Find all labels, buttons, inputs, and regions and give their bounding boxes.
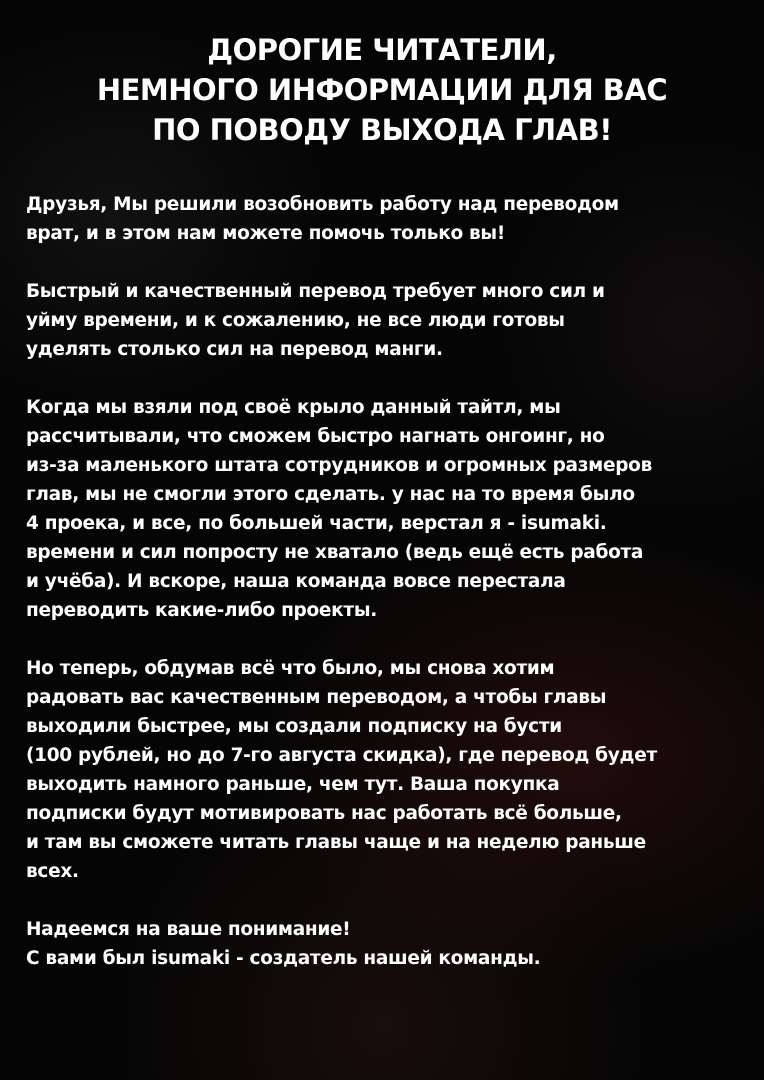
text-line: Друзья, Мы решили возобновить работу над переводом: [26, 194, 619, 215]
text-line: Когда мы взяли под своё крыло данный тайтл, мы: [26, 397, 561, 418]
text-line: Но теперь, обдумав всё что было, мы снова хотим: [26, 658, 555, 679]
text-line: и там вы сможете читать главы чаще и на неделю раньше: [26, 832, 646, 853]
text-line: (100 рублей, но до 7-го августа скидка), где перевод будет: [26, 745, 657, 766]
paragraph-translation-effort: [26, 277, 746, 364]
text-line: радовать вас качественным переводом, а чтобы главы: [26, 687, 607, 708]
text-line: Надеемся на ваше понимание!: [26, 919, 351, 940]
text-line: из-за маленького штата сотрудников и огромных размеров: [26, 455, 652, 476]
text-line: переводить какие-либо проекты.: [26, 600, 377, 621]
text-line: и учёба). И вскоре, наша команда вовсе перестала: [26, 571, 566, 592]
paragraph-intro: [26, 190, 746, 248]
paragraph-history: [26, 393, 746, 625]
text-line: 4 проека, и все, по большей части, верстал я - isumaki.: [26, 513, 607, 534]
text-line: С вами был isumaki - создатель нашей команды.: [26, 948, 541, 969]
text-line: уделять столько сил на перевод манги.: [26, 339, 443, 360]
paragraph-subscription: [26, 654, 746, 886]
text-line: подписки будут мотивировать нас работать всё больше,: [26, 803, 622, 824]
text-line: времени и сил попросту не хватало (ведь ещё есть работа: [26, 542, 644, 563]
text-line: выходить намного раньше, чем тут. Ваша покупка: [26, 774, 560, 795]
text-line: врат, и в этом нам можете помочь только вы!: [26, 223, 505, 244]
text-line: всех.: [26, 861, 79, 882]
title-line: ДОРОГИЕ ЧИТАТЕЛИ,: [207, 33, 557, 67]
title-line: НЕМНОГО ИНФОРМАЦИИ ДЛЯ ВАС: [96, 73, 668, 107]
paragraph-signoff: [26, 915, 746, 973]
announcement-body: [26, 190, 746, 973]
title-line: ПО ПОВОДУ ВЫХОДА ГЛАВ!: [152, 113, 612, 147]
text-line: уйму времени, и к сожалению, не все люди готовы: [26, 310, 565, 331]
text-line: выходили быстрее, мы создали подписку на бусти: [26, 716, 562, 737]
text-line: глав, мы не смогли этого сделать. у нас на то время было: [26, 484, 635, 505]
text-line: Быстрый и качественный перевод требует много сил и: [26, 281, 605, 302]
page-title: [0, 30, 764, 150]
text-line: рассчитывали, что сможем быстро нагнать онгоинг, но: [26, 426, 605, 447]
